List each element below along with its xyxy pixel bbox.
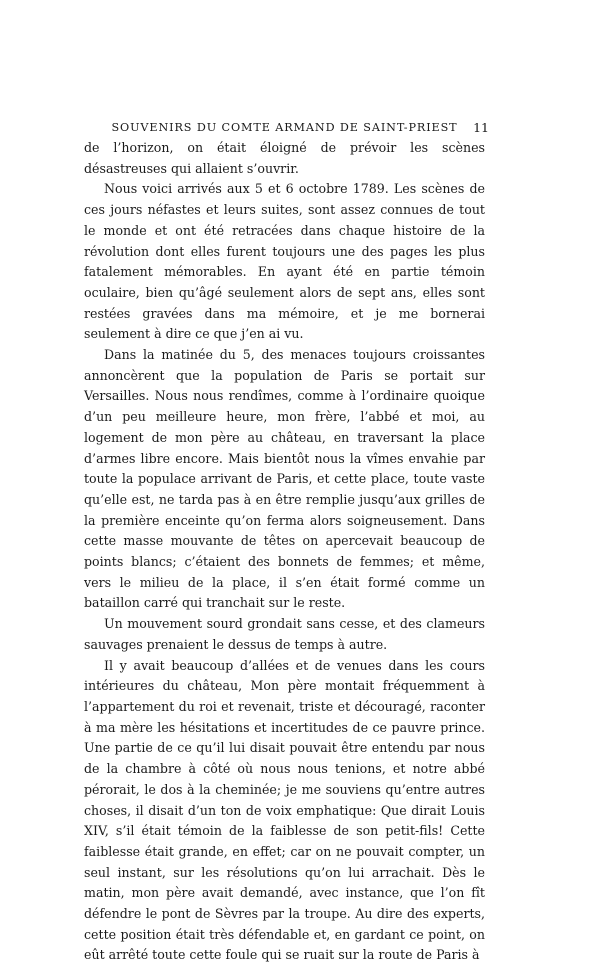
paragraph-october-days: Nous voici arrivés aux 5 et 6 octobre 1789. Les scènes de ces jours néfastes et leurs suites, sont assez connues de tout le monde et ont été retracées dans chaque histoire de la révolution dont elles furent toujours une des pages les plus fatalement mémorables. En ayant été en partie témoin oculaire, bien qu’âgé seulement alors de sept ans, elles sont restées gravées dans ma mémoire, et je me bornerai seulement à dire ce que j’en ai vu. bbox=[84, 181, 485, 342]
running-head bbox=[102, 118, 489, 138]
page-number: 11 bbox=[473, 120, 489, 135]
paragraph-morning-of-fifth: Dans la matinée du 5, des menaces toujours croissantes annoncèrent que la population de Paris se portait sur Versailles. Nous nous rendîmes, comme à l’ordinaire quoique d’un peu meilleure heure, mon frère, l’abbé et moi, au logement de mon père au château, en traversant la place d’armes libre encore. Mais bientôt nous la vîmes envahie par toute la populace arrivant de Paris, et cette place, toute vaste qu’elle est, ne tarda pas à en être remplie jusqu’aux grilles de la première enceinte qu’on ferma alors soigneusement. Dans cette masse mouvante de têtes on apercevait beaucoup de points blancs; c’étaient des bonnets de femmes; et même, vers le milieu de la place, il s’en était formé comme un bataillon carré qui tranchait sur le reste. bbox=[84, 347, 485, 611]
paragraph-continued: de l’horizon, on était éloigné de prévoir les scènes désastreuses qui allaient s’ouvrir. bbox=[84, 140, 485, 176]
paragraph-clamor: Un mouvement sourd grondait sans cesse, et des clameurs sauvages prenaient le dessus de temps à autre. bbox=[84, 616, 485, 652]
paragraph-palace-courts: Il y avait beaucoup d’allées et de venues dans les cours intérieures du château, Mon père montait fréquemment à l’appartement du roi et revenait, triste et découragé, raconter à ma mère les hésitations et incertitudes de ce pauvre prince. Une partie de ce qu’il lui disait pouvait être entendu par nous de la chambre à côté où nous nous tenions, et notre abbé pérorait, le dos à la cheminée; je me souviens qu’entre autres choses, il disait d’un ton de voix emphatique: Que dirait Louis XIV, s’il était témoin de la faiblesse de son petit-fils! Cette faiblesse était grande, en effet; car on ne pouvait compter, un seul instant, sur les résolutions qu’on lui arrachait. Dès le matin, mon père avait demandé, avec instance, que l’on fît défendre le pont de Sèvres par la troupe. Au dire des experts, cette position était très défendable et, en gardant ce point, on eût arrêté toute cette foule qui se ruait sur la route de Paris à bbox=[84, 657, 485, 963]
book-page bbox=[84, 118, 489, 966]
running-head-title: SOUVENIRS DU COMTE ARMAND DE SAINT-PRIEST bbox=[111, 121, 458, 134]
body-text bbox=[84, 138, 485, 966]
